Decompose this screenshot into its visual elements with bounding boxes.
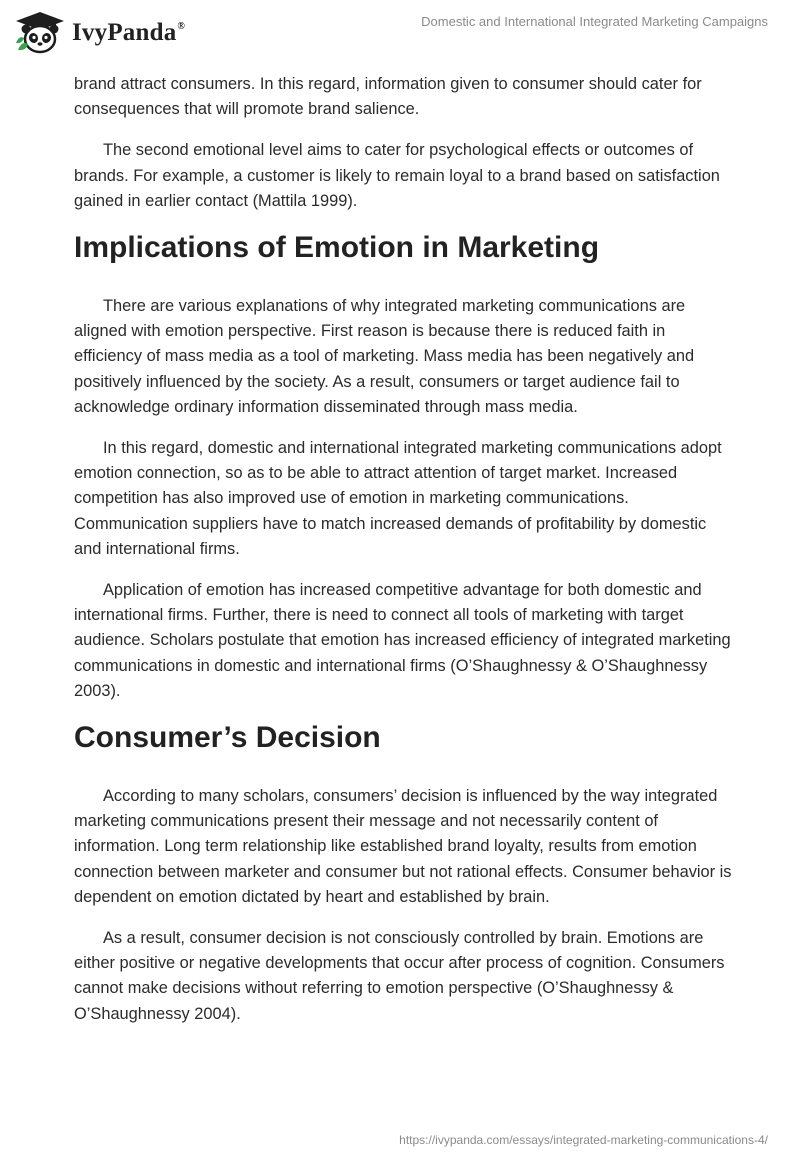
paragraph: The second emotional level aims to cater for psychological effects or outcomes of brands. For example, a customer is likely to remain loyal to a brand based on satisfaction gained in earlier contact (Mattila 1999). <box>74 141 720 210</box>
logo-name: IvyPanda <box>72 19 177 46</box>
essay-content <box>74 72 734 1043</box>
ivypanda-logo[interactable] <box>14 8 185 58</box>
paragraph: As a result, consumer decision is not consciously controlled by brain. Emotions are either positive or negative developments that occur after process of cognition. Consumers cannot make decisions without referring to emotion perspective (O’Shaughnessy & O’Shaughnessy 2004). <box>74 929 725 1023</box>
document-title: Domestic and International Integrated Marketing Campaigns <box>421 14 768 29</box>
paragraph: There are various explanations of why integrated marketing communications are aligned with emotion perspective. First reason is because there is reduced faith in efficiency of mass media as a tool of marketing. Mass media has been negatively and positively influenced by the society. As a result, consumers or target audience fail to acknowledge ordinary information disseminated through mass media. <box>74 297 695 416</box>
registered-mark: ® <box>177 21 186 32</box>
logo-wordmark <box>72 19 185 47</box>
paragraph: According to many scholars, consumers’ decision is influenced by the way integrated marketing communications present their message and not necessarily content of information. Long term relationship like established brand loyalty, results from emotion connection between marketer and consumer but not rational effects. Consumer behavior is dependent on emotion dictated by heart and established by brain. <box>74 787 732 906</box>
paragraph: Application of emotion has increased competitive advantage for both domestic and international firms. Further, there is need to connect all tools of marketing with target audience. Scholars postulate that emotion has increased efficiency of integrated marketing communications in domestic and international firms (O’Shaughnessy & O’Shaughnessy 2003). <box>74 581 731 700</box>
source-url-link[interactable]: https://ivypanda.com/essays/integrated-marketing-communications-4/ <box>399 1133 768 1147</box>
paragraph: brand attract consumers. In this regard, information given to consumer should cater for consequences that will promote brand salience. <box>74 75 702 119</box>
panda-graduate-icon <box>14 10 66 56</box>
paragraph: In this regard, domestic and international integrated marketing communications adopt emotion connection, so as to be able to attract attention of target market. Increased competition has also improved use of emotion in marketing communications. Communication suppliers have to match increased demands of profitability by domestic and international firms. <box>74 439 722 558</box>
section-heading-consumer-decision: Consumer’s Decision <box>74 721 381 755</box>
section-heading-implications: Implications of Emotion in Marketing <box>74 231 600 265</box>
